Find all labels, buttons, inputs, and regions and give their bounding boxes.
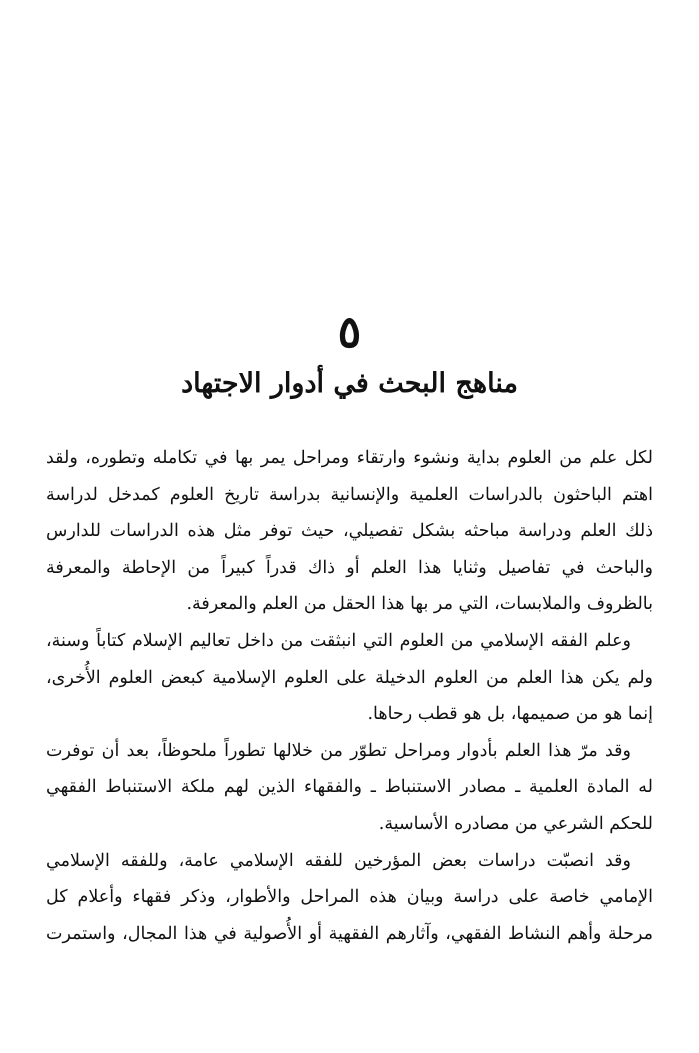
text-line: ولم يكن هذا العلم من العلوم الدخيلة على العلوم الإسلامية كبعض العلوم الأُخرى،	[46, 667, 653, 688]
text-line: إنما هو من صميمها، بل هو قطب رحاها.	[367, 704, 653, 725]
text-line: مرحلة وأهم النشاط الفقهي، وآثارهم الفقهية أو الأُصولية في هذا المجال، واستمرت	[46, 923, 653, 944]
text-line: للحكم الشرعي من مصادره الأساسية.	[378, 813, 653, 834]
text-line: والباحث في تفاصيل وثنايا هذا العلم أو ذاك قدراً كبيراً من الإحاطة والمعرفة	[46, 557, 653, 578]
text-line: بالظروف والملابسات، التي مر بها هذا الحقل من العلم والمعرفة.	[186, 594, 653, 615]
text-line: ذلك العلم ودراسة مباحثه بشكل تفصيلي، حيث توفر مثل هذه الدراسات للدارس	[46, 521, 653, 542]
chapter-number: ٥	[337, 307, 362, 358]
chapter-title: مناهج البحث في أدوار الاجتهاد	[181, 368, 518, 399]
text-line: له المادة العلمية ـ مصادر الاستنباط ـ والفقهاء الذين لهم ملكة الاستنباط الفقهي	[46, 777, 653, 798]
text-line: وقد مرّ هذا العلم بأدوار ومراحل تطوّر من خلالها تطوراً ملحوظاً، بعد أن توفرت	[46, 740, 631, 761]
text-line: اهتم الباحثون بالدراسات العلمية والإنسانية بدراسة تاريخ العلوم كمدخل لدراسة	[46, 484, 653, 505]
text-line: الإمامي خاصة على دراسة وبيان هذه المراحل والأطوار، وذكر فقهاء وأعلام كل	[46, 887, 653, 908]
text-line: لكل علم من العلوم بداية ونشوء وارتقاء ومراحل يمر بها في تكامله وتطوره، ولقد	[46, 448, 653, 468]
body-text	[46, 440, 653, 952]
text-line: وقد انصبّت دراسات بعض المؤرخين للفقه الإسلامي عامة، وللفقه الإسلامي	[46, 850, 631, 871]
text-line: وعلم الفقه الإسلامي من العلوم التي انبثقت من داخل تعاليم الإسلام كتاباً وسنة،	[46, 630, 631, 651]
